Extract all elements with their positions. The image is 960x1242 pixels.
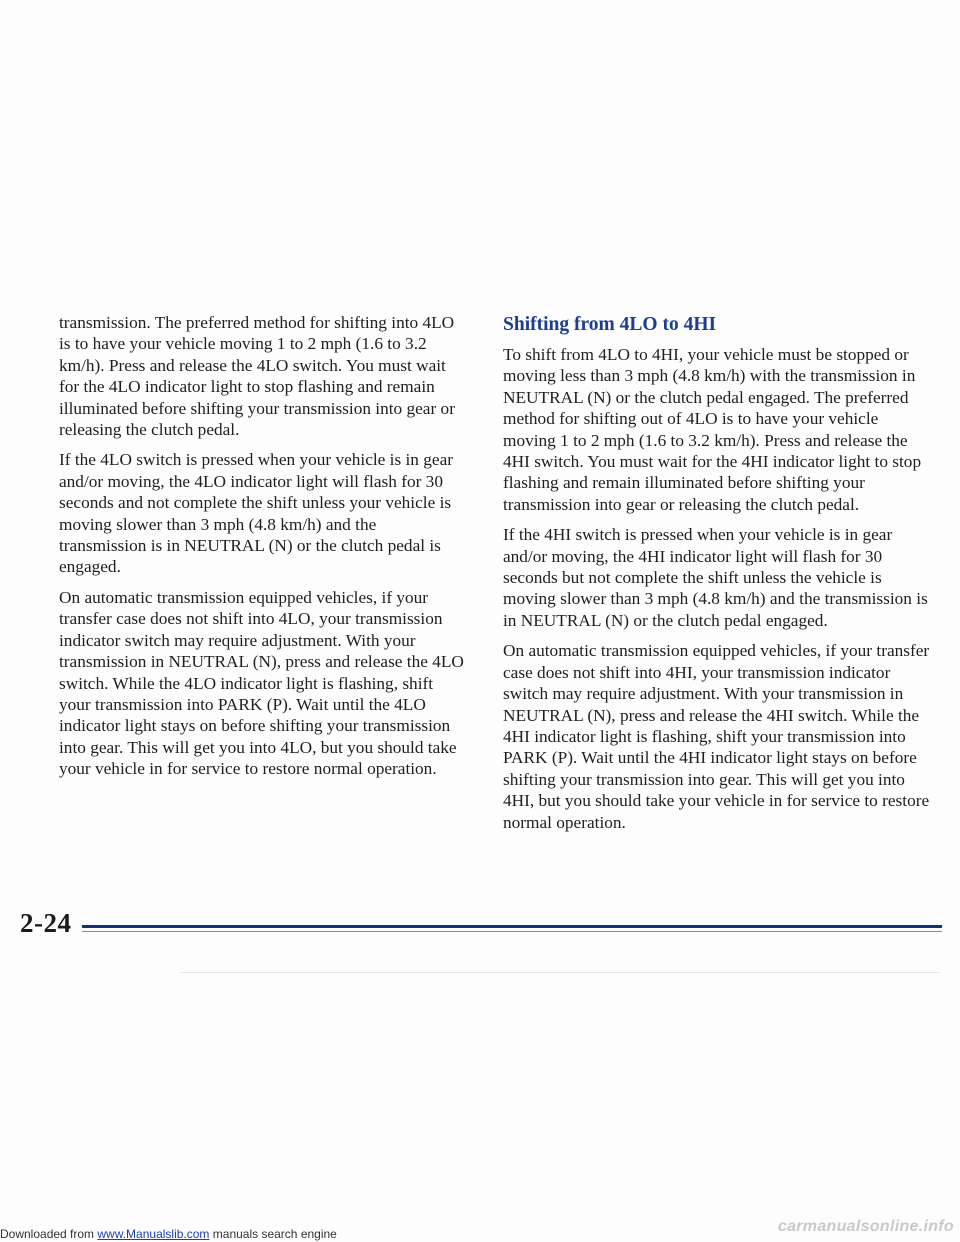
left-paragraph-3: On automatic transmission equipped vehicles, if your transfer case does not shift into 4LO, your transmission indicator switch may require adjustment. With your transmission in NEUTRAL (N), press and release the 4LO switch. While the 4LO indicator light is flashing, shift your transmission into PARK (P). Wait until the 4LO indicator light stays on before shifting your transmission into gear. This will get you into 4LO, but you should take your vehicle in for service to restore normal operation. <box>59 587 464 779</box>
right-paragraph-2: If the 4HI switch is pressed when your vehicle is in gear and/or moving, the 4HI indicator light will flash for 30 seconds but not complete the shift unless the vehicle is moving slower than 3 mph (4.8 km/h) and the transmission is in NEUTRAL (N) or the clutch pedal engaged. <box>503 525 928 630</box>
footer-rule <box>82 925 942 928</box>
right-column <box>503 344 931 842</box>
footer-rule-thin <box>82 931 942 932</box>
page-number: 2-24 <box>20 908 72 938</box>
left-paragraph-2: If the 4LO switch is pressed when your vehicle is in gear and/or moving, the 4LO indicator light will flash for 30 seconds and not complete the shift unless your vehicle is moving slower than 3 mph (4.8 km/h) and the transmission is in NEUTRAL (N) or the clutch pedal is engaged. <box>59 450 454 577</box>
download-prefix: Downloaded from <box>0 1227 98 1241</box>
section-heading: Shifting from 4LO to 4HI <box>503 314 717 335</box>
right-paragraph-3: On automatic transmission equipped vehicles, if your transfer case does not shift into 4HI, your transmission indicator switch may require adjustment. With your transmission in NEUTRAL (N), press and release the 4HI switch. While the 4HI indicator light is flashing, shift your transmission into PARK (P). Wait until the 4HI indicator light stays on before shifting your transmission into gear. This will get you into 4HI, but you should take your vehicle in for service to restore normal operation. <box>503 641 930 832</box>
download-suffix: manuals search engine <box>209 1227 337 1241</box>
left-column <box>59 312 467 789</box>
left-paragraph-1: transmission. The preferred method for shifting into 4LO is to have your vehicle moving 1 to 2 mph (1.6 to 3.2 km/h). Press and release the 4LO switch. You must wait for the 4LO indicator light to stop flashing and remain illuminated before shifting your transmission into gear or releasing the clutch pedal. <box>59 313 455 440</box>
page-footer <box>20 900 944 940</box>
scan-artifact-line <box>180 972 940 973</box>
right-paragraph-1: To shift from 4LO to 4HI, your vehicle must be stopped or moving less than 3 mph (4.8 km/h) with the transmission in NEUTRAL (N) or the clutch pedal engaged. The preferred method for shifting out of 4LO is to have your vehicle moving 1 to 2 mph (1.6 to 3.2 km/h). Press and release the 4HI switch. You must wait for the 4HI indicator light to stop flashing and remain illuminated before shifting your transmission into gear or releasing the clutch pedal. <box>503 345 922 514</box>
watermark-logo: carmanualsonline.info <box>777 1218 954 1235</box>
manualslib-link[interactable]: www.Manualslib.com <box>97 1227 210 1241</box>
